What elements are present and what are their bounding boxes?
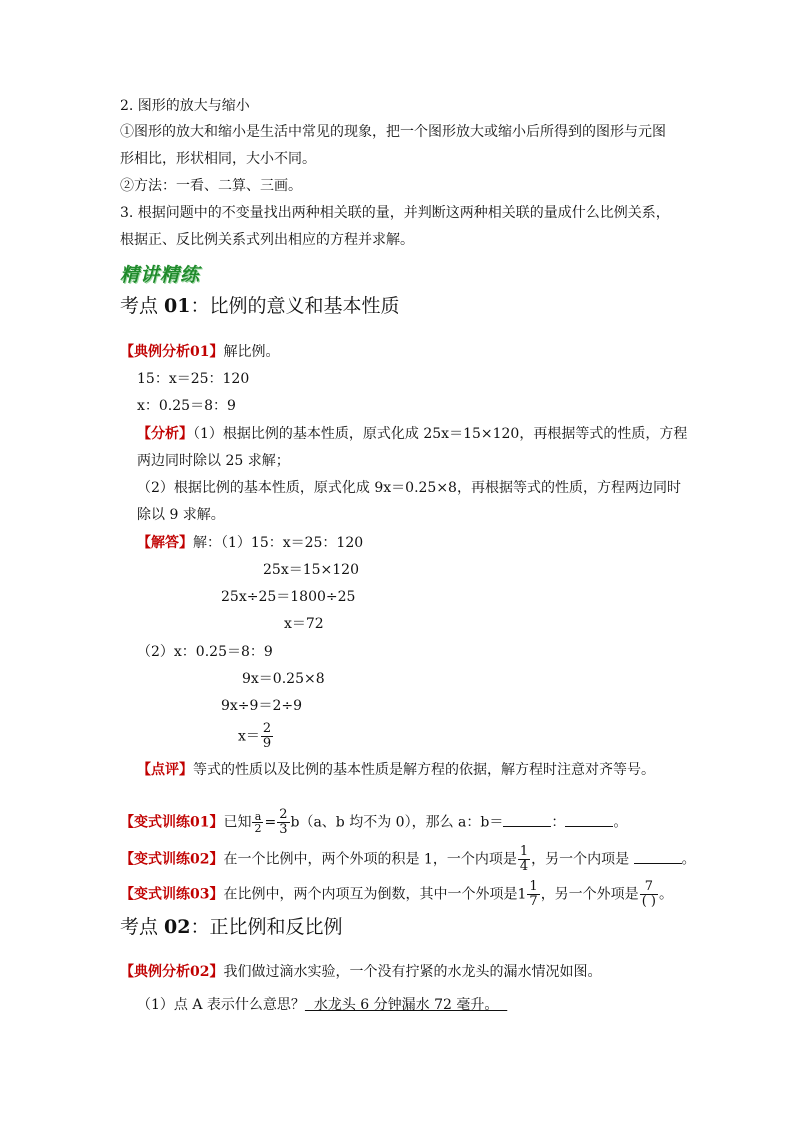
answer-blank[interactable] <box>503 812 551 827</box>
equation-1: 15：x＝25：120 <box>137 371 250 387</box>
question-1-line <box>137 995 507 1015</box>
fraction-denominator: ( ) <box>641 894 656 909</box>
ratio-colon: ： <box>551 814 566 831</box>
fraction-numerator: a <box>252 811 263 823</box>
intro-line-5: 3. 根据问题中的不变量找出两种相关联的量，并判断这两种相关联的量成什么比例关系， <box>120 205 670 221</box>
answer-blank[interactable] <box>565 812 613 827</box>
fraction-denominator: 3 <box>279 822 288 837</box>
analysis-line-3: （2）根据比例的基本性质，原式化成 9x＝0.25×8，再根据等式的性质，方程两边同时 <box>137 480 681 496</box>
equation-2: x：0.25＝8：9 <box>137 398 236 414</box>
answer-text-1: 解：（1）15：x＝25：120 <box>193 535 364 551</box>
kaodian-title: ：正比例和反比例 <box>190 916 343 938</box>
fraction-denominator: 7 <box>529 894 538 909</box>
answer-tag: 【解答】 <box>137 535 193 551</box>
practice-text: b（a、b 均不为 0），那么 a：b＝ <box>290 814 504 831</box>
kaodian-prefix: 考点 <box>120 916 165 938</box>
period: 。 <box>681 851 696 868</box>
intro-line-2: ①图形的放大和缩小是生活中常见的现象，把一个图形放大或缩小后所得到的图形与元图 <box>120 124 666 140</box>
practice-text: 在一个比例中，两个外项的积是 1，一个内项是 <box>223 851 517 868</box>
practice-text: ，另一个内项是 <box>531 851 634 868</box>
analysis-text-1: （1）根据比例的基本性质，原式化成 25x＝15×120，再根据等式的性质，方程 <box>193 426 688 442</box>
fraction-denominator: 9 <box>262 736 272 751</box>
fraction-numerator: 2 <box>262 721 272 736</box>
practice-text: 在比例中，两个内项互为倒数，其中一个外项是 <box>223 886 518 903</box>
mixed-number-whole: 1 <box>517 886 527 903</box>
equals-sign: = <box>264 814 277 831</box>
fraction-denominator: 4 <box>519 859 529 874</box>
fraction-7-blank[interactable] <box>640 880 658 909</box>
intro-line-6: 根据正、反比例关系式列出相应的方程并求解。 <box>120 232 414 248</box>
example-02-line <box>120 962 601 982</box>
intro-line-3: 形相比，形状相同，大小不同。 <box>120 151 316 167</box>
fraction-numerator: 2 <box>279 807 288 822</box>
solution-step-3: x＝72 <box>284 616 324 632</box>
solution-step-4: 9x＝0.25×8 <box>242 671 325 687</box>
comment-text: 等式的性质以及比例的基本性质是解方程的依据，解方程时注意对齐等号。 <box>193 762 655 778</box>
fraction-numerator: 1 <box>529 879 538 894</box>
solution-step-2: 25x÷25＝1800÷25 <box>221 589 356 605</box>
practice-03 <box>120 880 673 909</box>
example-tag: 【典例分析01】 <box>120 344 224 360</box>
answer-blank[interactable] <box>634 849 682 864</box>
example-tag: 【典例分析02】 <box>120 964 224 980</box>
kaodian-number: 01 <box>164 295 191 317</box>
comment-tag: 【点评】 <box>137 762 193 778</box>
solution-step-6-prefix: x＝ <box>238 728 260 745</box>
practice-text: 已知 <box>223 814 252 831</box>
kaodian-prefix: 考点 <box>120 295 165 317</box>
answer-line-1 <box>137 533 363 553</box>
solution-step-6 <box>238 722 274 751</box>
kaodian-01-heading <box>120 293 400 319</box>
intro-line-1: 2. 图形的放大与缩小 <box>120 98 250 114</box>
fraction-a-2 <box>252 811 263 834</box>
fraction-1-7 <box>527 880 539 909</box>
fraction-numerator: 7 <box>640 880 658 895</box>
practice-01 <box>120 808 627 837</box>
practice-tag: 【变式训练02】 <box>120 851 224 868</box>
practice-tag: 【变式训练01】 <box>120 814 224 831</box>
period: 。 <box>613 814 628 831</box>
section-label: 精讲精练 <box>120 264 201 286</box>
fraction-denominator: 2 <box>254 822 262 835</box>
analysis-line-4: 除以 9 求解。 <box>137 507 225 523</box>
fraction-1-4 <box>518 845 530 874</box>
fraction-2-3 <box>277 808 289 837</box>
intro-line-4: ②方法：一看、二算、三画。 <box>120 178 302 194</box>
example-prompt: 我们做过滴水实验，一个没有拧紧的水龙头的漏水情况如图。 <box>223 964 602 980</box>
fraction-2-9 <box>261 722 273 751</box>
kaodian-title: ：比例的意义和基本性质 <box>190 295 400 317</box>
practice-02 <box>120 845 696 874</box>
analysis-tag: 【分析】 <box>137 426 193 442</box>
comment-line <box>137 760 655 780</box>
kaodian-number: 02 <box>164 916 191 938</box>
solution-step-5: 9x÷9＝2÷9 <box>221 698 302 714</box>
question-1: （1）点 A 表示什么意思？ <box>137 997 305 1013</box>
kaodian-02-heading <box>120 914 343 940</box>
practice-text: ，另一个外项是 <box>540 886 639 903</box>
period: 。 <box>658 886 673 903</box>
analysis-line-1 <box>137 424 687 444</box>
solution-step-1: 25x＝15×120 <box>263 562 359 578</box>
analysis-line-2: 两边同时除以 25 求解； <box>137 453 290 469</box>
part-2-line: （2）x：0.25＝8：9 <box>137 644 273 660</box>
example-prompt: 解比例。 <box>223 344 280 360</box>
example-01-line <box>120 342 279 362</box>
practice-tag: 【变式训练03】 <box>120 886 224 903</box>
answer-1: 水龙头 6 分钟漏水 72 毫升。 <box>304 997 508 1013</box>
fraction-numerator: 1 <box>519 844 529 859</box>
